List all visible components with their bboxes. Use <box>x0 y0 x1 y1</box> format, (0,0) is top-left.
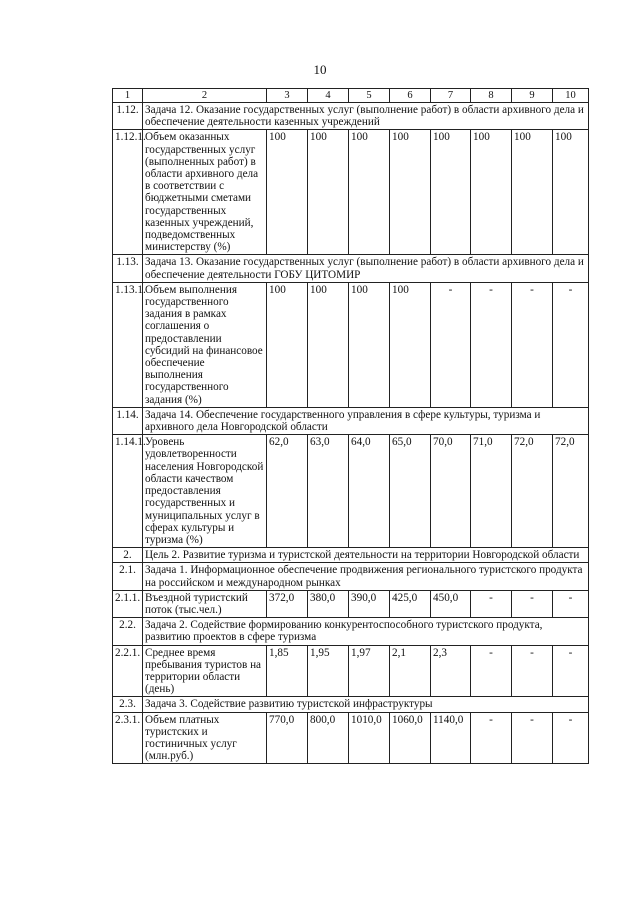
page-number: 10 <box>313 62 327 77</box>
task-title: Задача 2. Содействие формированию конкурентоспособного туристского продукта, развитию проектов в сфере туризма <box>143 618 589 645</box>
indicator-row <box>113 590 589 617</box>
value-cell: - <box>553 712 589 764</box>
value-cell: 100 <box>553 130 589 255</box>
row-number: 2.1.1. <box>113 590 143 617</box>
value-cell: - <box>431 282 471 407</box>
row-number: 2. <box>113 548 143 563</box>
row-number: 2.3.1. <box>113 712 143 764</box>
header-cell: 5 <box>349 89 390 103</box>
value-cell: - <box>553 590 589 617</box>
row-number: 2.2.1. <box>113 645 143 697</box>
indicator-row <box>113 282 589 407</box>
row-number: 2.3. <box>113 697 143 712</box>
indicator-description: Среднее время пребывания туристов на территории области (день) <box>143 645 267 697</box>
value-cell: 1060,0 <box>390 712 431 764</box>
indicator-description: Уровень удовлетворенности населения Новгородской области качеством предоставления государственных и муниципальных услуг в сферах культуры и туризма (%) <box>143 435 267 548</box>
task-row <box>113 563 589 590</box>
value-cell: - <box>553 645 589 697</box>
value-cell: 64,0 <box>349 435 390 548</box>
header-row <box>113 89 589 103</box>
indicator-row <box>113 435 589 548</box>
task-row <box>113 103 589 130</box>
value-cell: 100 <box>267 130 308 255</box>
task-title: Цель 2. Развитие туризма и туристской деятельности на территории Новгородской области <box>143 548 589 563</box>
header-cell: 10 <box>553 89 589 103</box>
task-row <box>113 697 589 712</box>
value-cell: - <box>471 645 512 697</box>
row-number: 1.13. <box>113 255 143 282</box>
row-number: 1.13.1. <box>113 282 143 407</box>
value-cell: - <box>512 590 553 617</box>
value-cell: 372,0 <box>267 590 308 617</box>
task-row <box>113 255 589 282</box>
value-cell: - <box>553 282 589 407</box>
value-cell: 100 <box>512 130 553 255</box>
task-title: Задача 12. Оказание государственных услуг (выполнение работ) в области архивного дела и обеспечение деятельности казенных учреждений <box>143 103 589 130</box>
value-cell: 425,0 <box>390 590 431 617</box>
value-cell: 63,0 <box>308 435 349 548</box>
indicator-description: Объем выполнения государственного задания в рамках соглашения о предоставлении субсидий на финансовое обеспечение выполнения государственного задания (%) <box>143 282 267 407</box>
value-cell: - <box>512 645 553 697</box>
value-cell: 380,0 <box>308 590 349 617</box>
row-number: 1.12.1. <box>113 130 143 255</box>
value-cell: 2,1 <box>390 645 431 697</box>
value-cell: 390,0 <box>349 590 390 617</box>
row-number: 2.2. <box>113 618 143 645</box>
header-cell: 8 <box>471 89 512 103</box>
header-cell: 1 <box>113 89 143 103</box>
value-cell: 100 <box>390 130 431 255</box>
value-cell: 100 <box>349 282 390 407</box>
value-cell: 2,3 <box>431 645 471 697</box>
value-cell: 100 <box>308 130 349 255</box>
value-cell: 1,85 <box>267 645 308 697</box>
task-title: Задача 3. Содействие развитию туристской инфраструктуры <box>143 697 589 712</box>
row-number: 2.1. <box>113 563 143 590</box>
value-cell: 65,0 <box>390 435 431 548</box>
value-cell: 100 <box>349 130 390 255</box>
value-cell: - <box>471 590 512 617</box>
value-cell: 1140,0 <box>431 712 471 764</box>
value-cell: 1,95 <box>308 645 349 697</box>
indicator-description: Объем платных туристских и гостиничных услуг (млн.руб.) <box>143 712 267 764</box>
header-cell: 2 <box>143 89 267 103</box>
value-cell: 100 <box>267 282 308 407</box>
value-cell: 72,0 <box>553 435 589 548</box>
header-cell: 3 <box>267 89 308 103</box>
value-cell: 70,0 <box>431 435 471 548</box>
header-cell: 7 <box>431 89 471 103</box>
value-cell: 100 <box>308 282 349 407</box>
task-row <box>113 407 589 434</box>
value-cell: - <box>471 712 512 764</box>
indicator-description: Объем оказанных государственных услуг (выполненных работ) в области архивного дела в соответствии с бюджетными сметами государственных казенных учреждений, подведомственных министерству (%) <box>143 130 267 255</box>
indicator-row <box>113 130 589 255</box>
task-row <box>113 618 589 645</box>
value-cell: 450,0 <box>431 590 471 617</box>
value-cell: - <box>512 712 553 764</box>
indicator-description: Въездной туристский поток (тыс.чел.) <box>143 590 267 617</box>
header-cell: 4 <box>308 89 349 103</box>
indicators-table <box>112 88 589 764</box>
value-cell: - <box>471 282 512 407</box>
value-cell: 72,0 <box>512 435 553 548</box>
value-cell: 62,0 <box>267 435 308 548</box>
value-cell: 100 <box>431 130 471 255</box>
header-cell: 6 <box>390 89 431 103</box>
value-cell: - <box>512 282 553 407</box>
value-cell: 100 <box>390 282 431 407</box>
value-cell: 1010,0 <box>349 712 390 764</box>
task-title: Задача 1. Информационное обеспечение продвижения регионального туристского продукта на российском и международном рынках <box>143 563 589 590</box>
value-cell: 770,0 <box>267 712 308 764</box>
indicator-row <box>113 645 589 697</box>
value-cell: 100 <box>471 130 512 255</box>
row-number: 1.14.1. <box>113 435 143 548</box>
task-title: Задача 14. Обеспечение государственного управления в сфере культуры, туризма и архивного дела Новгородской области <box>143 407 589 434</box>
row-number: 1.14. <box>113 407 143 434</box>
value-cell: 800,0 <box>308 712 349 764</box>
indicator-row <box>113 712 589 764</box>
value-cell: 71,0 <box>471 435 512 548</box>
task-title: Задача 13. Оказание государственных услуг (выполнение работ) в области архивного дела и обеспечение деятельности ГОБУ ЦИТОМИР <box>143 255 589 282</box>
row-number: 1.12. <box>113 103 143 130</box>
header-cell: 9 <box>512 89 553 103</box>
task-row <box>113 548 589 563</box>
value-cell: 1,97 <box>349 645 390 697</box>
